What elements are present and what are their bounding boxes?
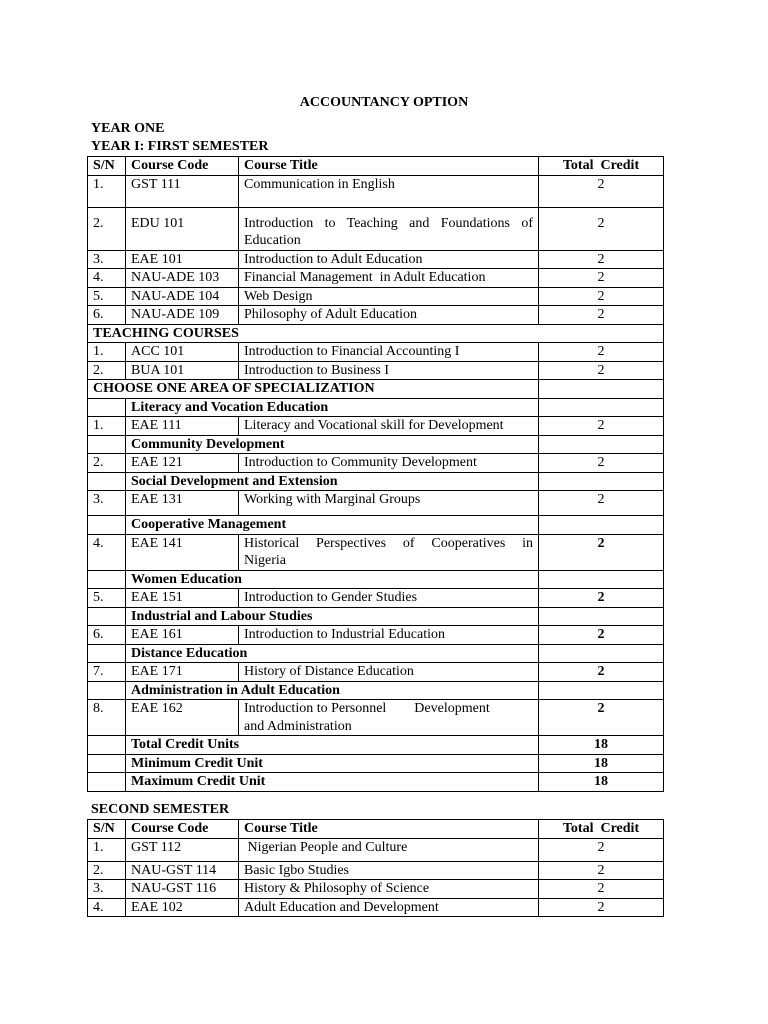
table-row (88, 269, 664, 288)
total-value: 18 (539, 773, 664, 792)
first-semester-table (87, 156, 664, 792)
row-code: NAU-ADE 103 (126, 269, 239, 288)
year-heading: YEAR ONE (91, 121, 165, 136)
row-credit: 2 (539, 175, 664, 207)
row-title: Philosophy of Adult Education (239, 306, 539, 325)
specialization-area-label: Social Development and Extension (126, 472, 539, 491)
row-credit: 2 (539, 269, 664, 288)
row-sn: 5. (88, 589, 126, 608)
column-header-credit: Total Credit (539, 820, 664, 839)
row-code: BUA 101 (126, 361, 239, 380)
table-row (88, 454, 664, 473)
specialization-area-row (88, 516, 664, 535)
row-code: EAE 161 (126, 626, 239, 645)
row-title-line-2: and Administration (244, 718, 352, 734)
total-row (88, 754, 664, 773)
specialization-area-label: Distance Education (126, 644, 539, 663)
row-title: Nigerian People and Culture (239, 838, 539, 861)
row-title: History & Philosophy of Science (239, 880, 539, 899)
specialization-area-row (88, 681, 664, 700)
row-title (239, 700, 539, 736)
row-code: GST 111 (126, 175, 239, 207)
table-row (88, 700, 664, 736)
row-title: Introduction to Adult Education (239, 250, 539, 269)
row-sn: 1. (88, 175, 126, 207)
row-credit: 2 (539, 898, 664, 917)
row-title: Introduction to Financial Accounting I (239, 343, 539, 362)
row-credit: 2 (539, 250, 664, 269)
empty-cell (88, 607, 126, 626)
specialization-area-row (88, 607, 664, 626)
document-title: ACCOUNTANCY OPTION (299, 95, 469, 110)
row-title-line-2: Education (244, 233, 301, 248)
row-sn: 2. (88, 861, 126, 880)
table-row (88, 491, 664, 516)
row-title-line-1: Historical Perspectives of Cooperatives in (244, 535, 533, 551)
column-header-sn: S/N (88, 820, 126, 839)
empty-cell (88, 570, 126, 589)
row-title-line-1: Introduction to Teaching and Foundations of (244, 215, 533, 231)
specialization-area-label: Literacy and Vocation Education (126, 398, 539, 417)
row-code: EAE 131 (126, 491, 239, 516)
row-sn: 7. (88, 663, 126, 682)
table-row (88, 838, 664, 861)
row-sn: 4. (88, 898, 126, 917)
row-credit: 2 (539, 306, 664, 325)
row-code: EAE 111 (126, 417, 239, 436)
empty-cell (88, 398, 126, 417)
row-title: Introduction to Business I (239, 361, 539, 380)
table-row (88, 175, 664, 207)
row-title-line-1: Introduction to Personnel Development (244, 701, 490, 716)
teaching-courses-heading-row (88, 324, 664, 343)
row-sn: 3. (88, 491, 126, 516)
table-row (88, 306, 664, 325)
second-semester-heading: SECOND SEMESTER (91, 802, 230, 817)
row-credit: 2 (539, 589, 664, 608)
row-sn: 1. (88, 417, 126, 436)
empty-cell (539, 570, 664, 589)
second-semester-table (87, 819, 664, 917)
row-code: ACC 101 (126, 343, 239, 362)
empty-cell (539, 681, 664, 700)
table-row (88, 207, 664, 250)
row-title-line-2: Nigeria (244, 553, 286, 568)
row-sn: 4. (88, 534, 126, 570)
row-credit: 2 (539, 861, 664, 880)
total-label: Minimum Credit Unit (126, 754, 539, 773)
table-row (88, 589, 664, 608)
empty-cell (88, 754, 126, 773)
row-credit: 2 (539, 417, 664, 436)
empty-cell (88, 681, 126, 700)
row-code: EAE 141 (126, 534, 239, 570)
empty-cell (88, 516, 126, 535)
row-credit: 2 (539, 626, 664, 645)
row-code: EDU 101 (126, 207, 239, 250)
row-code: NAU-ADE 109 (126, 306, 239, 325)
total-row (88, 773, 664, 792)
row-credit: 2 (539, 454, 664, 473)
table-row (88, 343, 664, 362)
empty-cell (88, 736, 126, 755)
table-row (88, 880, 664, 899)
empty-cell (88, 472, 126, 491)
table-row (88, 417, 664, 436)
specialization-heading: CHOOSE ONE AREA OF SPECIALIZATION (88, 380, 539, 399)
total-label: Maximum Credit Unit (126, 773, 539, 792)
specialization-heading-row (88, 380, 664, 399)
row-sn: 3. (88, 880, 126, 899)
row-code: EAE 121 (126, 454, 239, 473)
row-title: Literacy and Vocational skill for Development (239, 417, 539, 436)
row-code: EAE 162 (126, 700, 239, 736)
row-title: Introduction to Industrial Education (239, 626, 539, 645)
specialization-area-row (88, 398, 664, 417)
row-credit: 2 (539, 880, 664, 899)
row-sn: 3. (88, 250, 126, 269)
empty-cell (88, 644, 126, 663)
table-row (88, 534, 664, 570)
column-header-sn: S/N (88, 157, 126, 176)
row-title: Financial Management in Adult Education (239, 269, 539, 288)
row-code: EAE 171 (126, 663, 239, 682)
teaching-courses-heading: TEACHING COURSES (88, 324, 664, 343)
table-row (88, 250, 664, 269)
row-sn: 6. (88, 306, 126, 325)
empty-cell (88, 435, 126, 454)
table-row (88, 663, 664, 682)
specialization-area-label: Women Education (126, 570, 539, 589)
empty-cell (88, 773, 126, 792)
row-code: NAU-GST 116 (126, 880, 239, 899)
empty-cell (539, 380, 664, 399)
row-credit: 2 (539, 491, 664, 516)
column-header-code: Course Code (126, 820, 239, 839)
row-credit: 2 (539, 534, 664, 570)
row-sn: 5. (88, 287, 126, 306)
total-label: Total Credit Units (126, 736, 539, 755)
total-value: 18 (539, 736, 664, 755)
row-code: NAU-ADE 104 (126, 287, 239, 306)
specialization-area-label: Cooperative Management (126, 516, 539, 535)
row-code: EAE 101 (126, 250, 239, 269)
table-row (88, 861, 664, 880)
row-credit: 2 (539, 207, 664, 250)
first-semester-heading: YEAR I: FIRST SEMESTER (91, 139, 269, 154)
row-code: EAE 102 (126, 898, 239, 917)
empty-cell (539, 516, 664, 535)
row-sn: 4. (88, 269, 126, 288)
column-header-code: Course Code (126, 157, 239, 176)
row-title: Communication in English (239, 175, 539, 207)
column-header-title: Course Title (239, 820, 539, 839)
table-row (88, 626, 664, 645)
row-code: NAU-GST 114 (126, 861, 239, 880)
specialization-area-row (88, 570, 664, 589)
row-title (239, 534, 539, 570)
empty-cell (539, 607, 664, 626)
row-title: Adult Education and Development (239, 898, 539, 917)
row-title: Introduction to Gender Studies (239, 589, 539, 608)
empty-cell (539, 472, 664, 491)
row-sn: 1. (88, 838, 126, 861)
specialization-area-row (88, 472, 664, 491)
row-code: GST 112 (126, 838, 239, 861)
specialization-area-row (88, 644, 664, 663)
specialization-area-label: Industrial and Labour Studies (126, 607, 539, 626)
row-sn: 2. (88, 454, 126, 473)
row-sn: 1. (88, 343, 126, 362)
table-row (88, 898, 664, 917)
row-credit: 2 (539, 343, 664, 362)
row-credit: 2 (539, 700, 664, 736)
table-header-row (88, 157, 664, 176)
row-title: Basic Igbo Studies (239, 861, 539, 880)
row-sn: 2. (88, 207, 126, 250)
column-header-credit: Total Credit (539, 157, 664, 176)
row-sn: 6. (88, 626, 126, 645)
row-title: Introduction to Community Development (239, 454, 539, 473)
specialization-area-row (88, 435, 664, 454)
table-row (88, 287, 664, 306)
specialization-area-label: Administration in Adult Education (126, 681, 539, 700)
empty-cell (539, 398, 664, 417)
table-header-row (88, 820, 664, 839)
row-sn: 8. (88, 700, 126, 736)
row-credit: 2 (539, 287, 664, 306)
total-value: 18 (539, 754, 664, 773)
row-title (239, 207, 539, 250)
empty-cell (539, 435, 664, 454)
total-row (88, 736, 664, 755)
row-title: Web Design (239, 287, 539, 306)
empty-cell (539, 644, 664, 663)
row-credit: 2 (539, 663, 664, 682)
row-sn: 2. (88, 361, 126, 380)
row-title: Working with Marginal Groups (239, 491, 539, 516)
column-header-title: Course Title (239, 157, 539, 176)
row-code: EAE 151 (126, 589, 239, 608)
row-credit: 2 (539, 838, 664, 861)
specialization-area-label: Community Development (126, 435, 539, 454)
table-row (88, 361, 664, 380)
row-credit: 2 (539, 361, 664, 380)
row-title: History of Distance Education (239, 663, 539, 682)
